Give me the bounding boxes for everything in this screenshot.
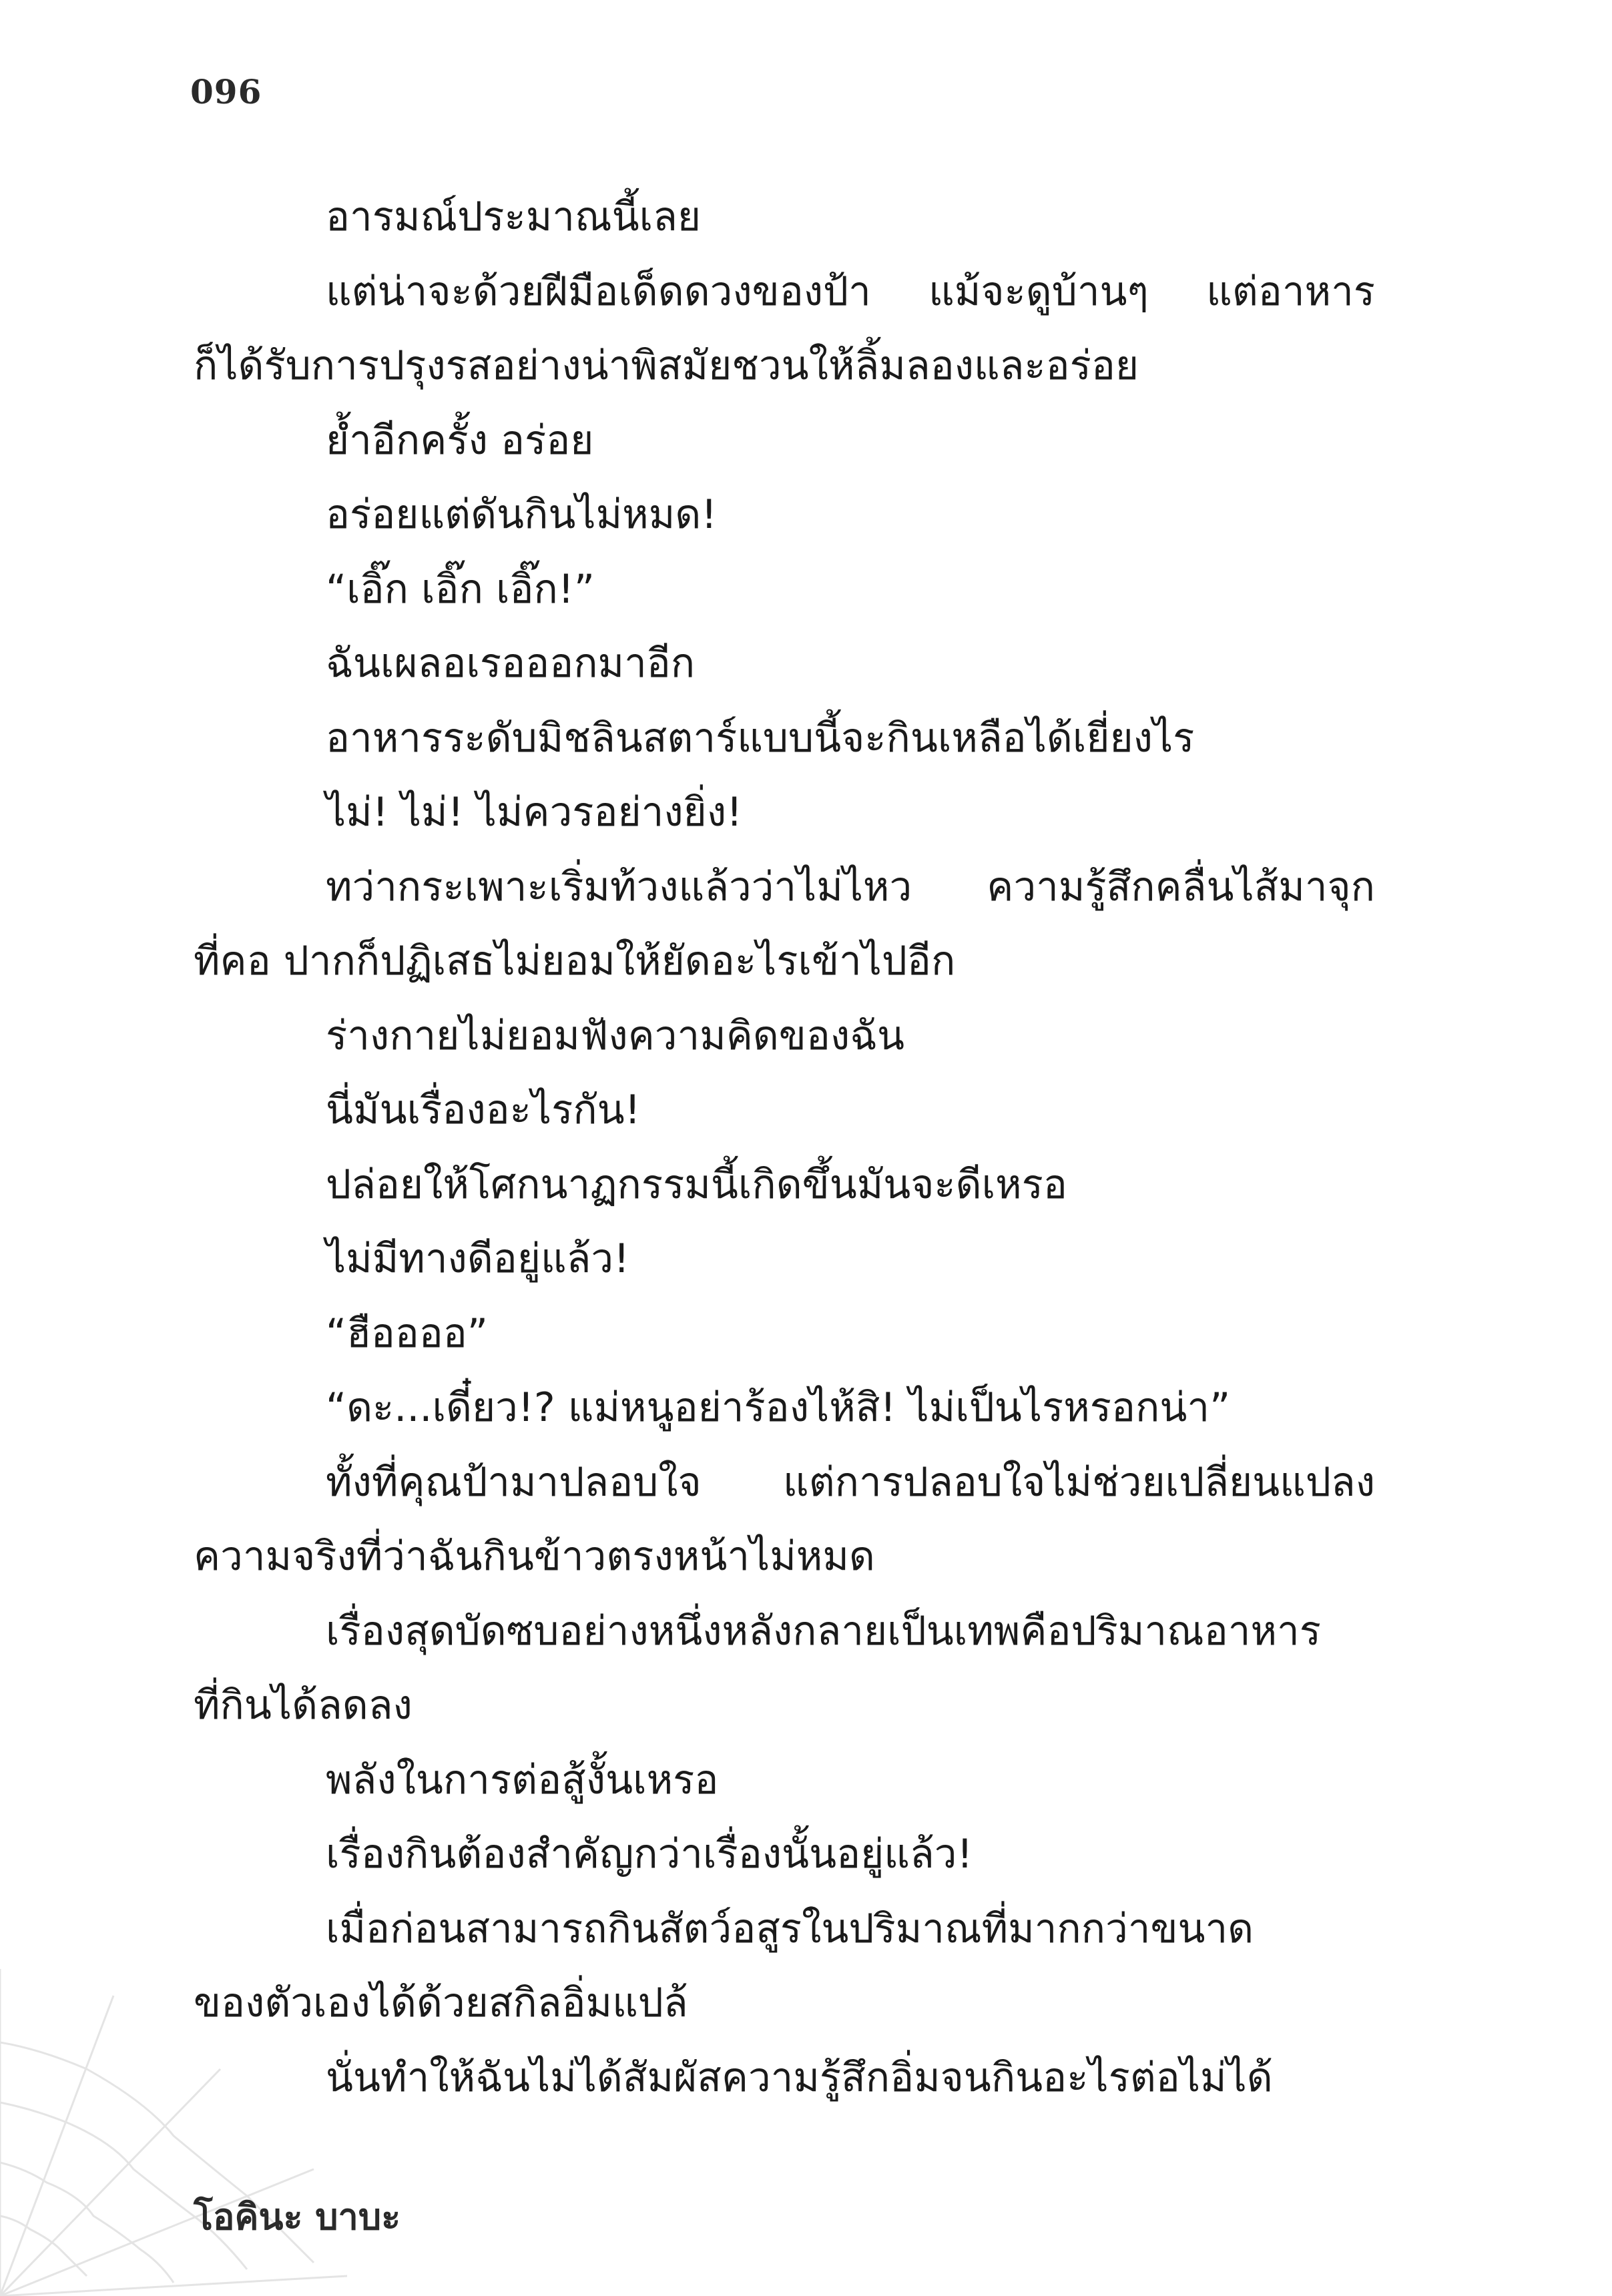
text-line: ก็ได้รับการปรุงรสอย่างน่าพิสมัยชวนให้ลิ้มลองและอร่อย: [194, 342, 1139, 389]
text-line: ที่คอ ปากก็ปฏิเสธไม่ยอมให้ยัดอะไรเข้าไปอีก: [194, 938, 956, 984]
text-line: เมื่อก่อนสามารถกินสัตว์อสูรในปริมาณที่มากกว่าขนาด: [326, 1906, 1254, 1952]
text-line: ที่กินได้ลดลง: [194, 1682, 413, 1729]
text-line: เรื่องกินต้องสำคัญกว่าเรื่องนั้นอยู่แล้ว!: [326, 1831, 973, 1878]
text-line: ร่างกายไม่ยอมฟังความคิดของฉัน: [326, 1013, 905, 1059]
text-line: ไม่! ไม่! ไม่ควรอย่างยิ่ง!: [326, 789, 743, 836]
text-line: นั่นทำให้ฉันไม่ได้สัมผัสความรู้สึกอิ่มจนกินอะไรต่อไม่ได้: [326, 2054, 1273, 2101]
text-line: ไม่มีทางดีอยู่แล้ว!: [326, 1235, 630, 1282]
text-line: “เอิ๊ก เอิ๊ก เอิ๊ก!”: [326, 566, 595, 613]
text-line: “ดะ...เดี๋ยว!? แม่หนูอย่าร้องไห้สิ! ไม่เป็นไรหรอกน่า”: [326, 1384, 1231, 1431]
text-line: ทว่ากระเพาะเริ่มท้วงแล้วว่าไม่ไหว ความรู้สึกคลื่นไส้มาจุก: [326, 864, 1375, 910]
text-line: ความจริงที่ว่าฉันกินข้าวตรงหน้าไม่หมด: [194, 1533, 875, 1580]
text-line: “ฮืออออ”: [326, 1310, 488, 1357]
text-line: ฉันเผลอเรอออกมาอีก: [326, 640, 696, 687]
spider-web-decoration: [0, 1969, 347, 2296]
text-line: ทั้งที่คุณป้ามาปลอบใจ แต่การปลอบใจไม่ช่วยเปลี่ยนแปลง: [326, 1459, 1375, 1506]
text-line: เรื่องสุดบัดซบอย่างหนึ่งหลังกลายเป็นเทพคือปริมาณอาหาร: [326, 1608, 1321, 1655]
text-line: นี่มันเรื่องอะไรกัน!: [326, 1087, 641, 1133]
text-line: พลังในการต่อสู้งั้นเหรอ: [326, 1757, 719, 1803]
page-number: 096: [190, 72, 262, 111]
text-line: อร่อยแต่ดันกินไม่หมด!: [326, 491, 718, 538]
text-line: ของตัวเองได้ด้วยสกิลอิ่มแปล้: [194, 1980, 688, 2026]
text-line: ปล่อยให้โศกนาฏกรรมนี้เกิดขึ้นมันจะดีเหรอ: [326, 1161, 1067, 1208]
footer-book-title: โอคินะ บาบะ: [194, 2196, 401, 2238]
text-line: อารมณ์ประมาณนี้เลย: [326, 194, 702, 240]
text-line: แต่น่าจะด้วยฝีมือเด็ดดวงของป้า แม้จะดูบ้านๆ แต่อาหาร: [326, 268, 1375, 315]
text-line: ย้ำอีกครั้ง อร่อย: [326, 417, 594, 464]
text-line: อาหารระดับมิชลินสตาร์แบบนี้จะกินเหลือได้เยี่ยงไร: [326, 715, 1195, 762]
